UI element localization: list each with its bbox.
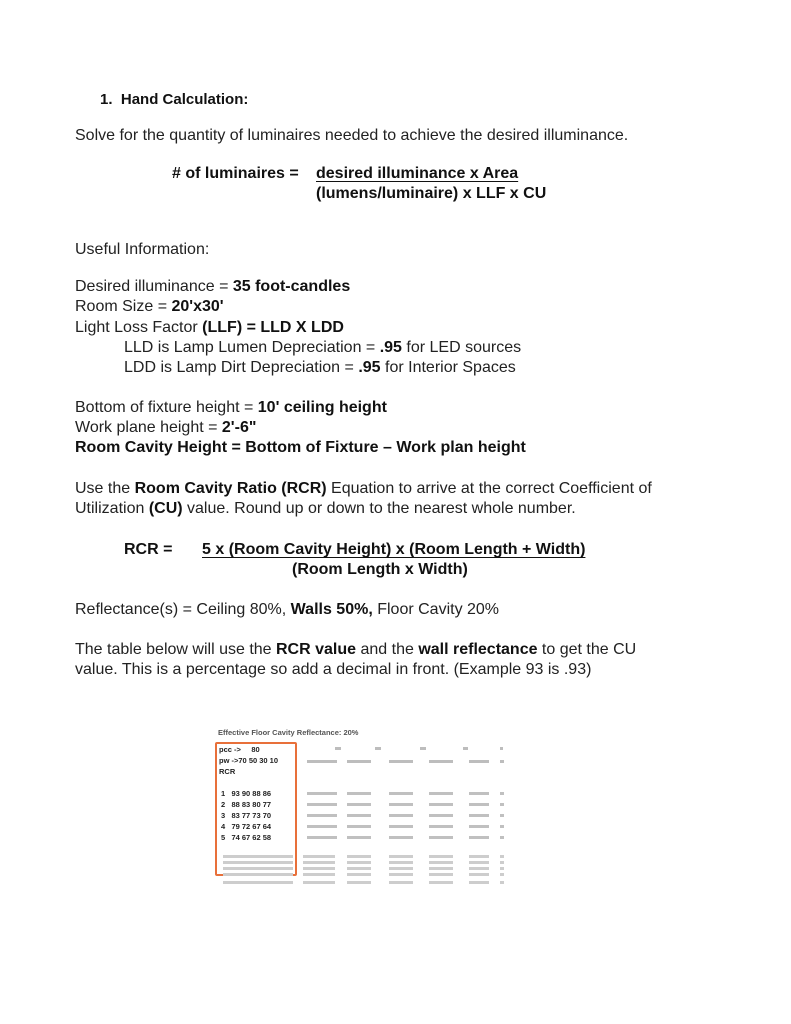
cu-table [215,725,515,890]
rcr-paragraph-line1: Use the Room Cavity Ratio (RCR) Equation to arrive at the correct Coefficient of [75,480,652,497]
useful-info-label: Useful Information: [75,241,210,258]
formula1-lhs: # of luminaires = [172,165,299,182]
formula2-lhs: RCR = [124,541,173,558]
desired-illuminance: Desired illuminance = 35 foot-candles [75,278,351,295]
section-heading [100,91,248,108]
cu-table-title: Effective Floor Cavity Reflectance: 20% [218,728,359,737]
work-plane-height: Work plane height = 2'-6" [75,419,257,436]
formula1-numerator: desired illuminance x Area [316,165,519,182]
table-row: 5 74 67 62 58 [221,833,272,842]
room-size: Room Size = 20'x30' [75,298,224,315]
rcr-paragraph-line2: Utilization (CU) value. Round up or down to the nearest whole number. [75,500,576,517]
pw-row: pw ->70 50 30 10 [219,756,279,765]
table-row: 1 93 90 88 86 [221,789,272,798]
table-row: 2 88 83 80 77 [221,800,272,809]
formula2-numerator: 5 x (Room Cavity Height) x (Room Length + Width) [202,541,586,558]
ldd-line: LDD is Lamp Dirt Depreciation = .95 for Interior Spaces [124,359,516,376]
fixture-height: Bottom of fixture height = 10' ceiling height [75,399,387,416]
table-row: 4 79 72 67 64 [221,822,272,831]
heading-title: Hand Calculation: [120,91,249,108]
lld-line: LLD is Lamp Lumen Depreciation = .95 for LED sources [124,339,522,356]
table-paragraph-line2: value. This is a percentage so add a decimal in front. (Example 93 is .93) [75,661,592,678]
reflectance-line: Reflectance(s) = Ceiling 80%, Walls 50%, Floor Cavity 20% [75,601,500,618]
faded-table-texture [215,725,515,890]
room-cavity-height: Room Cavity Height = Bottom of Fixture – Work plan height [75,439,526,456]
formula2-denominator: (Room Length x Width) [292,561,468,578]
table-row: 3 83 77 73 70 [221,811,272,820]
pcc-row: pcc -> 80 [219,745,260,754]
intro-text: Solve for the quantity of luminaires needed to achieve the desired illuminance. [75,127,629,144]
rcr-header: RCR [219,767,236,776]
light-loss-factor: Light Loss Factor (LLF) = LLD X LDD [75,319,344,336]
heading-number: 1. [100,91,113,108]
table-paragraph-line1: The table below will use the RCR value and the wall reflectance to get the CU [75,641,637,658]
formula1-denominator: (lumens/luminaire) x LLF x CU [316,185,547,202]
